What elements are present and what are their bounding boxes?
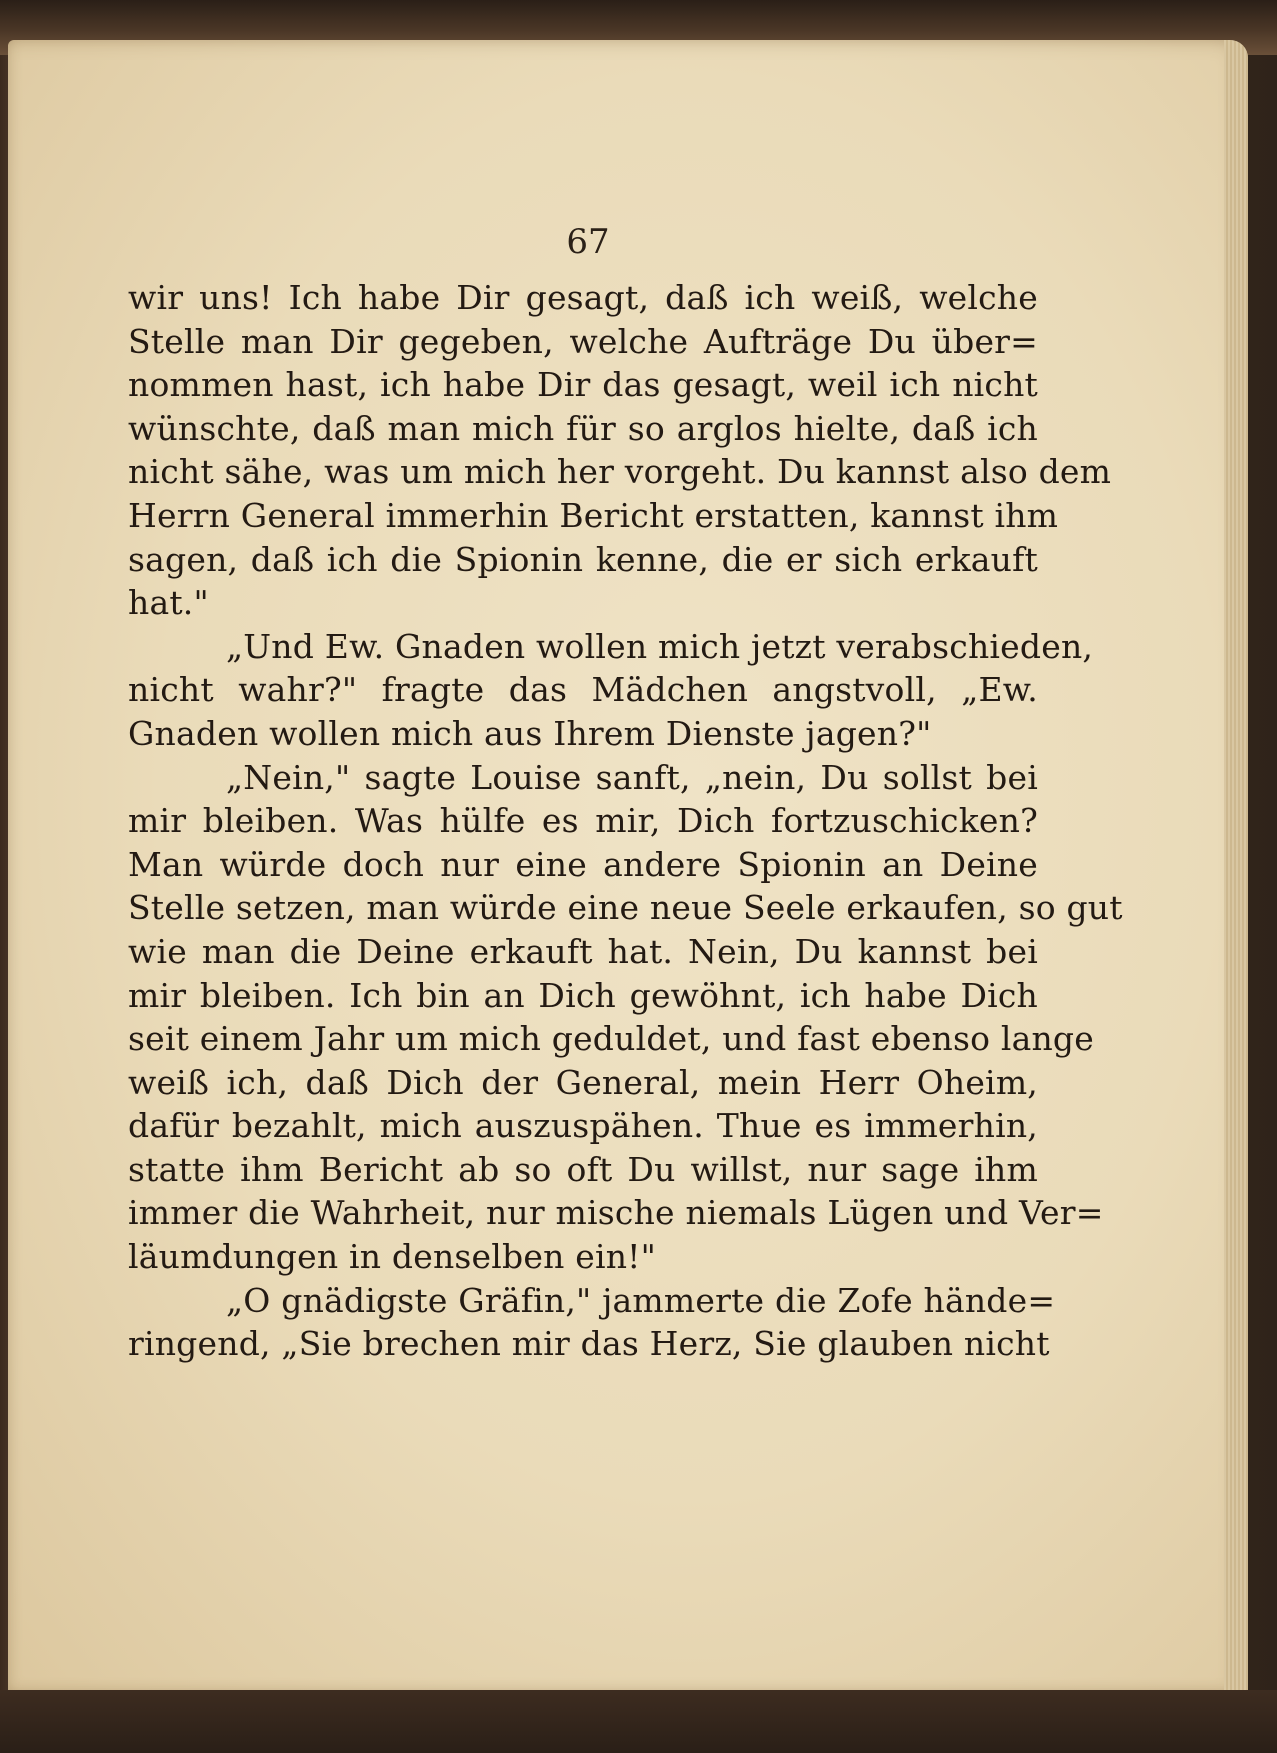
text-line: „O gnädigste Gräfin," jammerte die Zofe hände= [226, 1280, 1056, 1320]
text-line: weiß ich, daß Dich der General, mein Herr Oheim, [128, 1062, 1038, 1102]
text-line: läumdungen in denselben ein!" [128, 1237, 656, 1277]
text-line: hat." [128, 583, 209, 623]
text-line: wünschte, daß man mich für so arglos hielte, daß ich [128, 408, 1038, 448]
text-line: Stelle man Dir gegeben, welche Aufträge Du über= [128, 321, 1038, 361]
text-line: nicht wahr?" fragte das Mädchen angstvoll, „Ew. [128, 670, 1038, 710]
text-line: dafür bezahlt, mich auszuspähen. Thue es immerhin, [128, 1106, 1038, 1146]
text-line: Gnaden wollen mich aus Ihrem Dienste jagen?" [128, 713, 932, 753]
text-line: seit einem Jahr um mich geduldet, und fast ebenso lange [128, 1019, 1094, 1059]
page-number: 67 [566, 222, 610, 262]
text-line: Man würde doch nur eine andere Spionin an Deine [128, 844, 1038, 884]
text-line: Herrn General immerhin Bericht erstatten, kannst ihm [128, 495, 1059, 535]
text-line: mir bleiben. Was hülfe es mir, Dich fortzuschicken? [128, 801, 1038, 841]
book-binding-bottom [0, 1690, 1277, 1753]
text-line: statte ihm Bericht ab so oft Du willst, nur sage ihm [128, 1149, 1038, 1189]
text-line: immer die Wahrheit, nur mische niemals Lügen und Ver= [128, 1193, 1104, 1233]
text-line: wir uns! Ich habe Dir gesagt, daß ich weiß, welche [128, 278, 1038, 317]
body-text [128, 276, 1123, 1366]
text-line: ringend, „Sie brechen mir das Herz, Sie glauben nicht [128, 1324, 1050, 1364]
text-line: mir bleiben. Ich bin an Dich gewöhnt, ich habe Dich [128, 975, 1038, 1015]
text-line: „Nein," sagte Louise sanft, „nein, Du sollst bei [226, 757, 1038, 797]
text-line: wie man die Deine erkauft hat. Nein, Du kannst bei [128, 931, 1038, 971]
text-line: nicht sähe, was um mich her vorgeht. Du kannst also dem [128, 452, 1112, 492]
text-line: nommen hast, ich habe Dir das gesagt, weil ich nicht [128, 365, 1038, 405]
text-line: „Und Ew. Gnaden wollen mich jetzt verabschieden, [226, 626, 1094, 666]
text-line: Stelle setzen, man würde eine neue Seele erkaufen, so gut [128, 888, 1123, 928]
text-line: sagen, daß ich die Spionin kenne, die er sich erkauft [128, 539, 1038, 579]
page-edge-stack [1224, 40, 1248, 1700]
